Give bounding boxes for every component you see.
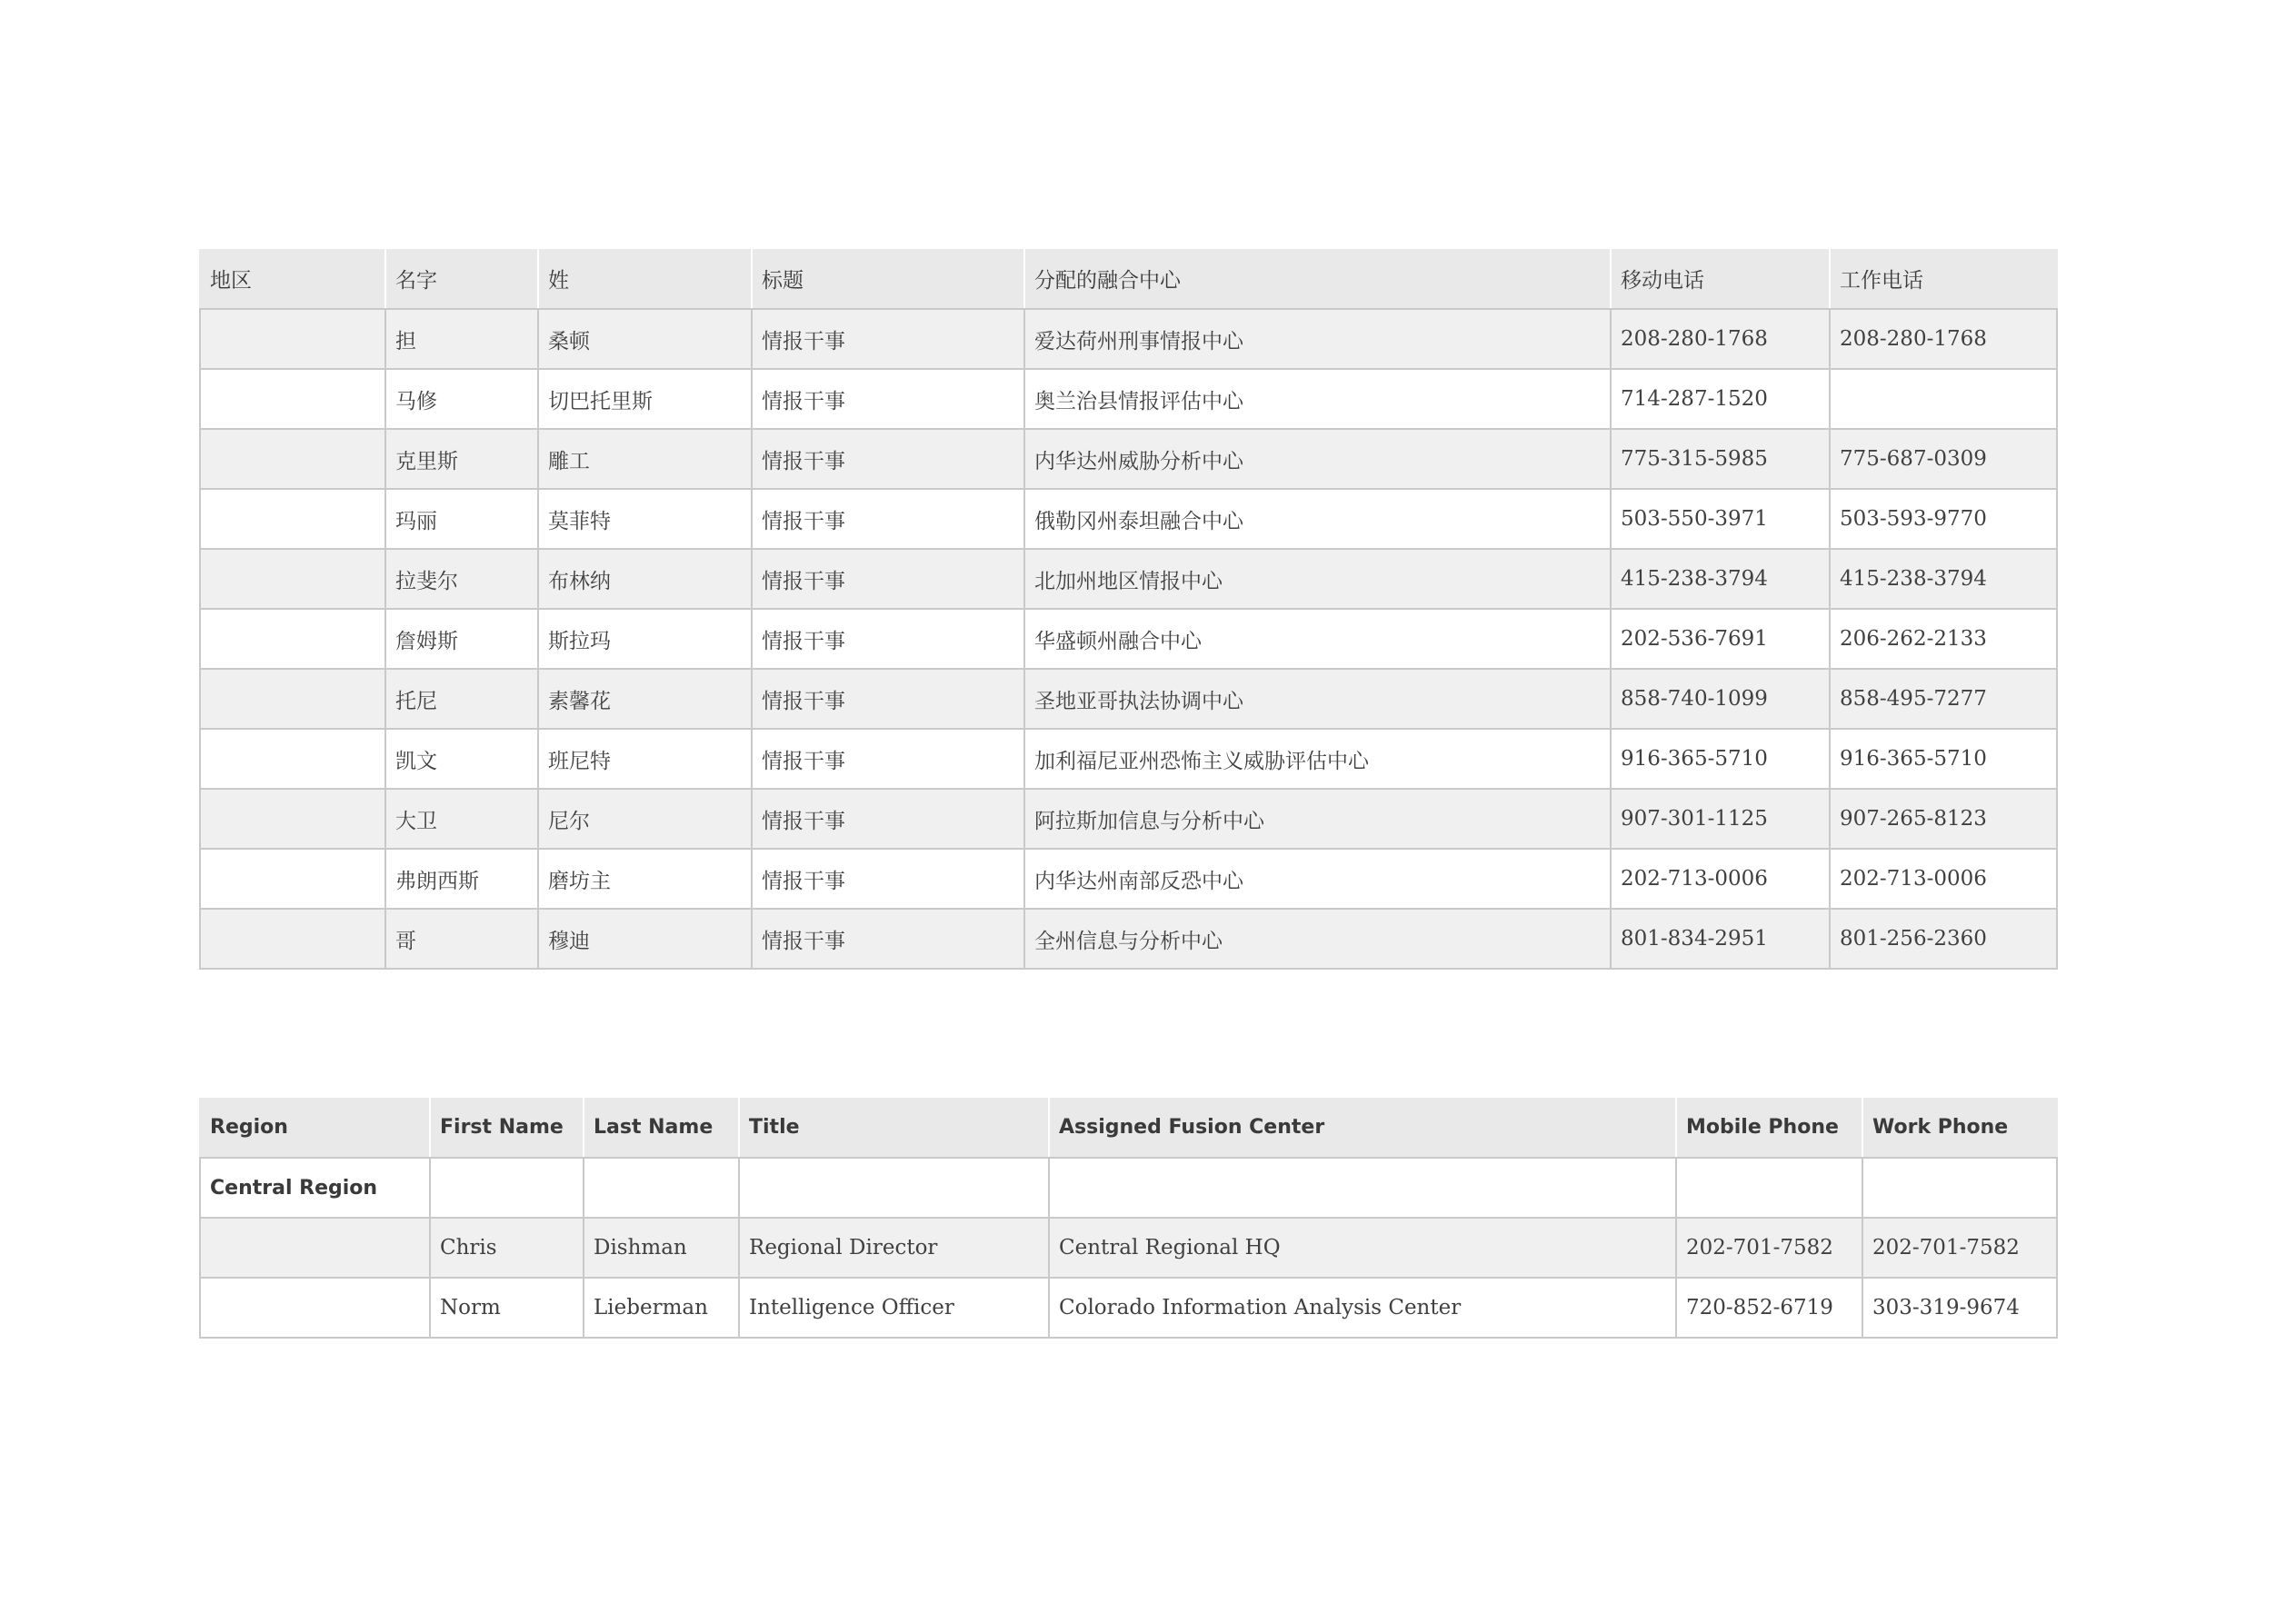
cell-region: [200, 609, 385, 669]
cell-title: 情报干事: [752, 369, 1024, 429]
cell-region: [200, 429, 385, 489]
cell-work-phone: 202-701-7582: [1862, 1218, 2057, 1278]
cell-region: Central Region: [200, 1158, 430, 1218]
cell-work-phone: 303-319-9674: [1862, 1278, 2057, 1338]
cell-title: 情报干事: [752, 309, 1024, 369]
cell-work-phone: [1862, 1158, 2057, 1218]
header-work-phone: Work Phone: [1862, 1098, 2057, 1158]
cell-work-phone: 907-265-8123: [1830, 789, 2057, 849]
header-region: Region: [200, 1098, 430, 1158]
table-row: [200, 609, 2057, 669]
cell-title: 情报干事: [752, 909, 1024, 969]
cell-work-phone: 208-280-1768: [1830, 309, 2057, 369]
cell-mobile-phone: 503-550-3971: [1611, 489, 1830, 549]
table-row: [200, 1218, 2057, 1278]
cell-title: Regional Director: [739, 1218, 1049, 1278]
cell-work-phone: 202-713-0006: [1830, 849, 2057, 909]
cell-title: 情报干事: [752, 729, 1024, 789]
header-title: 标题: [752, 249, 1024, 309]
header-mobile-phone: 移动电话: [1611, 249, 1830, 309]
cell-region: [200, 1218, 430, 1278]
cell-fusion-center: 奥兰治县情报评估中心: [1024, 369, 1611, 429]
cell-fusion-center: 内华达州威胁分析中心: [1024, 429, 1611, 489]
cell-region: [200, 1278, 430, 1338]
cell-region: [200, 309, 385, 369]
table-row: [200, 429, 2057, 489]
table-row: [200, 729, 2057, 789]
cell-last-name: 素馨花: [538, 669, 752, 729]
cell-first-name: 克里斯: [385, 429, 538, 489]
cell-last-name: 布林纳: [538, 549, 752, 609]
header-first-name: 名字: [385, 249, 538, 309]
cell-work-phone: 775-687-0309: [1830, 429, 2057, 489]
contacts-table-english: [199, 1098, 2058, 1339]
cell-last-name: 斯拉玛: [538, 609, 752, 669]
cell-work-phone: 916-365-5710: [1830, 729, 2057, 789]
cell-last-name: Dishman: [584, 1218, 739, 1278]
cell-work-phone: 801-256-2360: [1830, 909, 2057, 969]
cell-title: 情报干事: [752, 609, 1024, 669]
table-row: [200, 1158, 2057, 1218]
cell-first-name: 哥: [385, 909, 538, 969]
table-row: [200, 489, 2057, 549]
cell-fusion-center: 北加州地区情报中心: [1024, 549, 1611, 609]
cell-region: [200, 669, 385, 729]
cell-title: 情报干事: [752, 789, 1024, 849]
cell-first-name: 马修: [385, 369, 538, 429]
cell-fusion-center: 俄勒冈州泰坦融合中心: [1024, 489, 1611, 549]
cell-fusion-center: 内华达州南部反恐中心: [1024, 849, 1611, 909]
cell-mobile-phone: 202-701-7582: [1676, 1218, 1862, 1278]
cell-mobile-phone: [1676, 1158, 1862, 1218]
cell-region: [200, 789, 385, 849]
cell-last-name: 尼尔: [538, 789, 752, 849]
cell-mobile-phone: 916-365-5710: [1611, 729, 1830, 789]
header-title: Title: [739, 1098, 1049, 1158]
cell-last-name: 雕工: [538, 429, 752, 489]
cell-first-name: 担: [385, 309, 538, 369]
cell-fusion-center: 阿拉斯加信息与分析中心: [1024, 789, 1611, 849]
cell-last-name: 穆迪: [538, 909, 752, 969]
header-last-name: Last Name: [584, 1098, 739, 1158]
cell-first-name: Chris: [430, 1218, 584, 1278]
table-row: [200, 789, 2057, 849]
cell-fusion-center: [1049, 1158, 1676, 1218]
cell-fusion-center: 华盛顿州融合中心: [1024, 609, 1611, 669]
cell-fusion-center: 全州信息与分析中心: [1024, 909, 1611, 969]
cell-title: 情报干事: [752, 849, 1024, 909]
header-fusion-center: 分配的融合中心: [1024, 249, 1611, 309]
table-row: [200, 1278, 2057, 1338]
cell-first-name: 拉斐尔: [385, 549, 538, 609]
cell-title: 情报干事: [752, 489, 1024, 549]
header-mobile-phone: Mobile Phone: [1676, 1098, 1862, 1158]
cell-fusion-center: 爱达荷州刑事情报中心: [1024, 309, 1611, 369]
cell-mobile-phone: 775-315-5985: [1611, 429, 1830, 489]
table-row: [200, 369, 2057, 429]
cell-mobile-phone: 415-238-3794: [1611, 549, 1830, 609]
cell-first-name: 弗朗西斯: [385, 849, 538, 909]
header-first-name: First Name: [430, 1098, 584, 1158]
cell-title: 情报干事: [752, 549, 1024, 609]
table-row: [200, 309, 2057, 369]
cell-work-phone: 206-262-2133: [1830, 609, 2057, 669]
cell-region: [200, 909, 385, 969]
cell-last-name: Lieberman: [584, 1278, 739, 1338]
cell-work-phone: 503-593-9770: [1830, 489, 2057, 549]
cell-region: [200, 549, 385, 609]
table-row: [200, 669, 2057, 729]
cell-mobile-phone: 202-713-0006: [1611, 849, 1830, 909]
cell-title: 情报干事: [752, 669, 1024, 729]
header-region: 地区: [200, 249, 385, 309]
header-last-name: 姓: [538, 249, 752, 309]
cell-mobile-phone: 907-301-1125: [1611, 789, 1830, 849]
table-header-row: [200, 249, 2057, 309]
cell-mobile-phone: 714-287-1520: [1611, 369, 1830, 429]
cell-mobile-phone: 801-834-2951: [1611, 909, 1830, 969]
cell-last-name: 切巴托里斯: [538, 369, 752, 429]
table-row: [200, 849, 2057, 909]
cell-first-name: 玛丽: [385, 489, 538, 549]
cell-first-name: 托尼: [385, 669, 538, 729]
header-fusion-center: Assigned Fusion Center: [1049, 1098, 1676, 1158]
cell-title: [739, 1158, 1049, 1218]
cell-title: Intelligence Officer: [739, 1278, 1049, 1338]
cell-last-name: 莫菲特: [538, 489, 752, 549]
table-row: [200, 909, 2057, 969]
cell-work-phone: [1830, 369, 2057, 429]
cell-fusion-center: 加利福尼亚州恐怖主义威胁评估中心: [1024, 729, 1611, 789]
cell-work-phone: 858-495-7277: [1830, 669, 2057, 729]
cell-first-name: 大卫: [385, 789, 538, 849]
cell-first-name: [430, 1158, 584, 1218]
cell-fusion-center: Colorado Information Analysis Center: [1049, 1278, 1676, 1338]
cell-region: [200, 369, 385, 429]
header-work-phone: 工作电话: [1830, 249, 2057, 309]
cell-work-phone: 415-238-3794: [1830, 549, 2057, 609]
cell-mobile-phone: 208-280-1768: [1611, 309, 1830, 369]
contacts-table-chinese: [199, 249, 2058, 970]
cell-fusion-center: Central Regional HQ: [1049, 1218, 1676, 1278]
cell-last-name: 磨坊主: [538, 849, 752, 909]
cell-first-name: 凯文: [385, 729, 538, 789]
cell-first-name: 詹姆斯: [385, 609, 538, 669]
cell-region: [200, 489, 385, 549]
cell-region: [200, 849, 385, 909]
cell-title: 情报干事: [752, 429, 1024, 489]
cell-last-name: 班尼特: [538, 729, 752, 789]
cell-last-name: 桑顿: [538, 309, 752, 369]
table-header-row: [200, 1098, 2057, 1158]
cell-fusion-center: 圣地亚哥执法协调中心: [1024, 669, 1611, 729]
table-row: [200, 549, 2057, 609]
cell-mobile-phone: 858-740-1099: [1611, 669, 1830, 729]
cell-first-name: Norm: [430, 1278, 584, 1338]
cell-mobile-phone: 202-536-7691: [1611, 609, 1830, 669]
cell-last-name: [584, 1158, 739, 1218]
cell-mobile-phone: 720-852-6719: [1676, 1278, 1862, 1338]
cell-region: [200, 729, 385, 789]
